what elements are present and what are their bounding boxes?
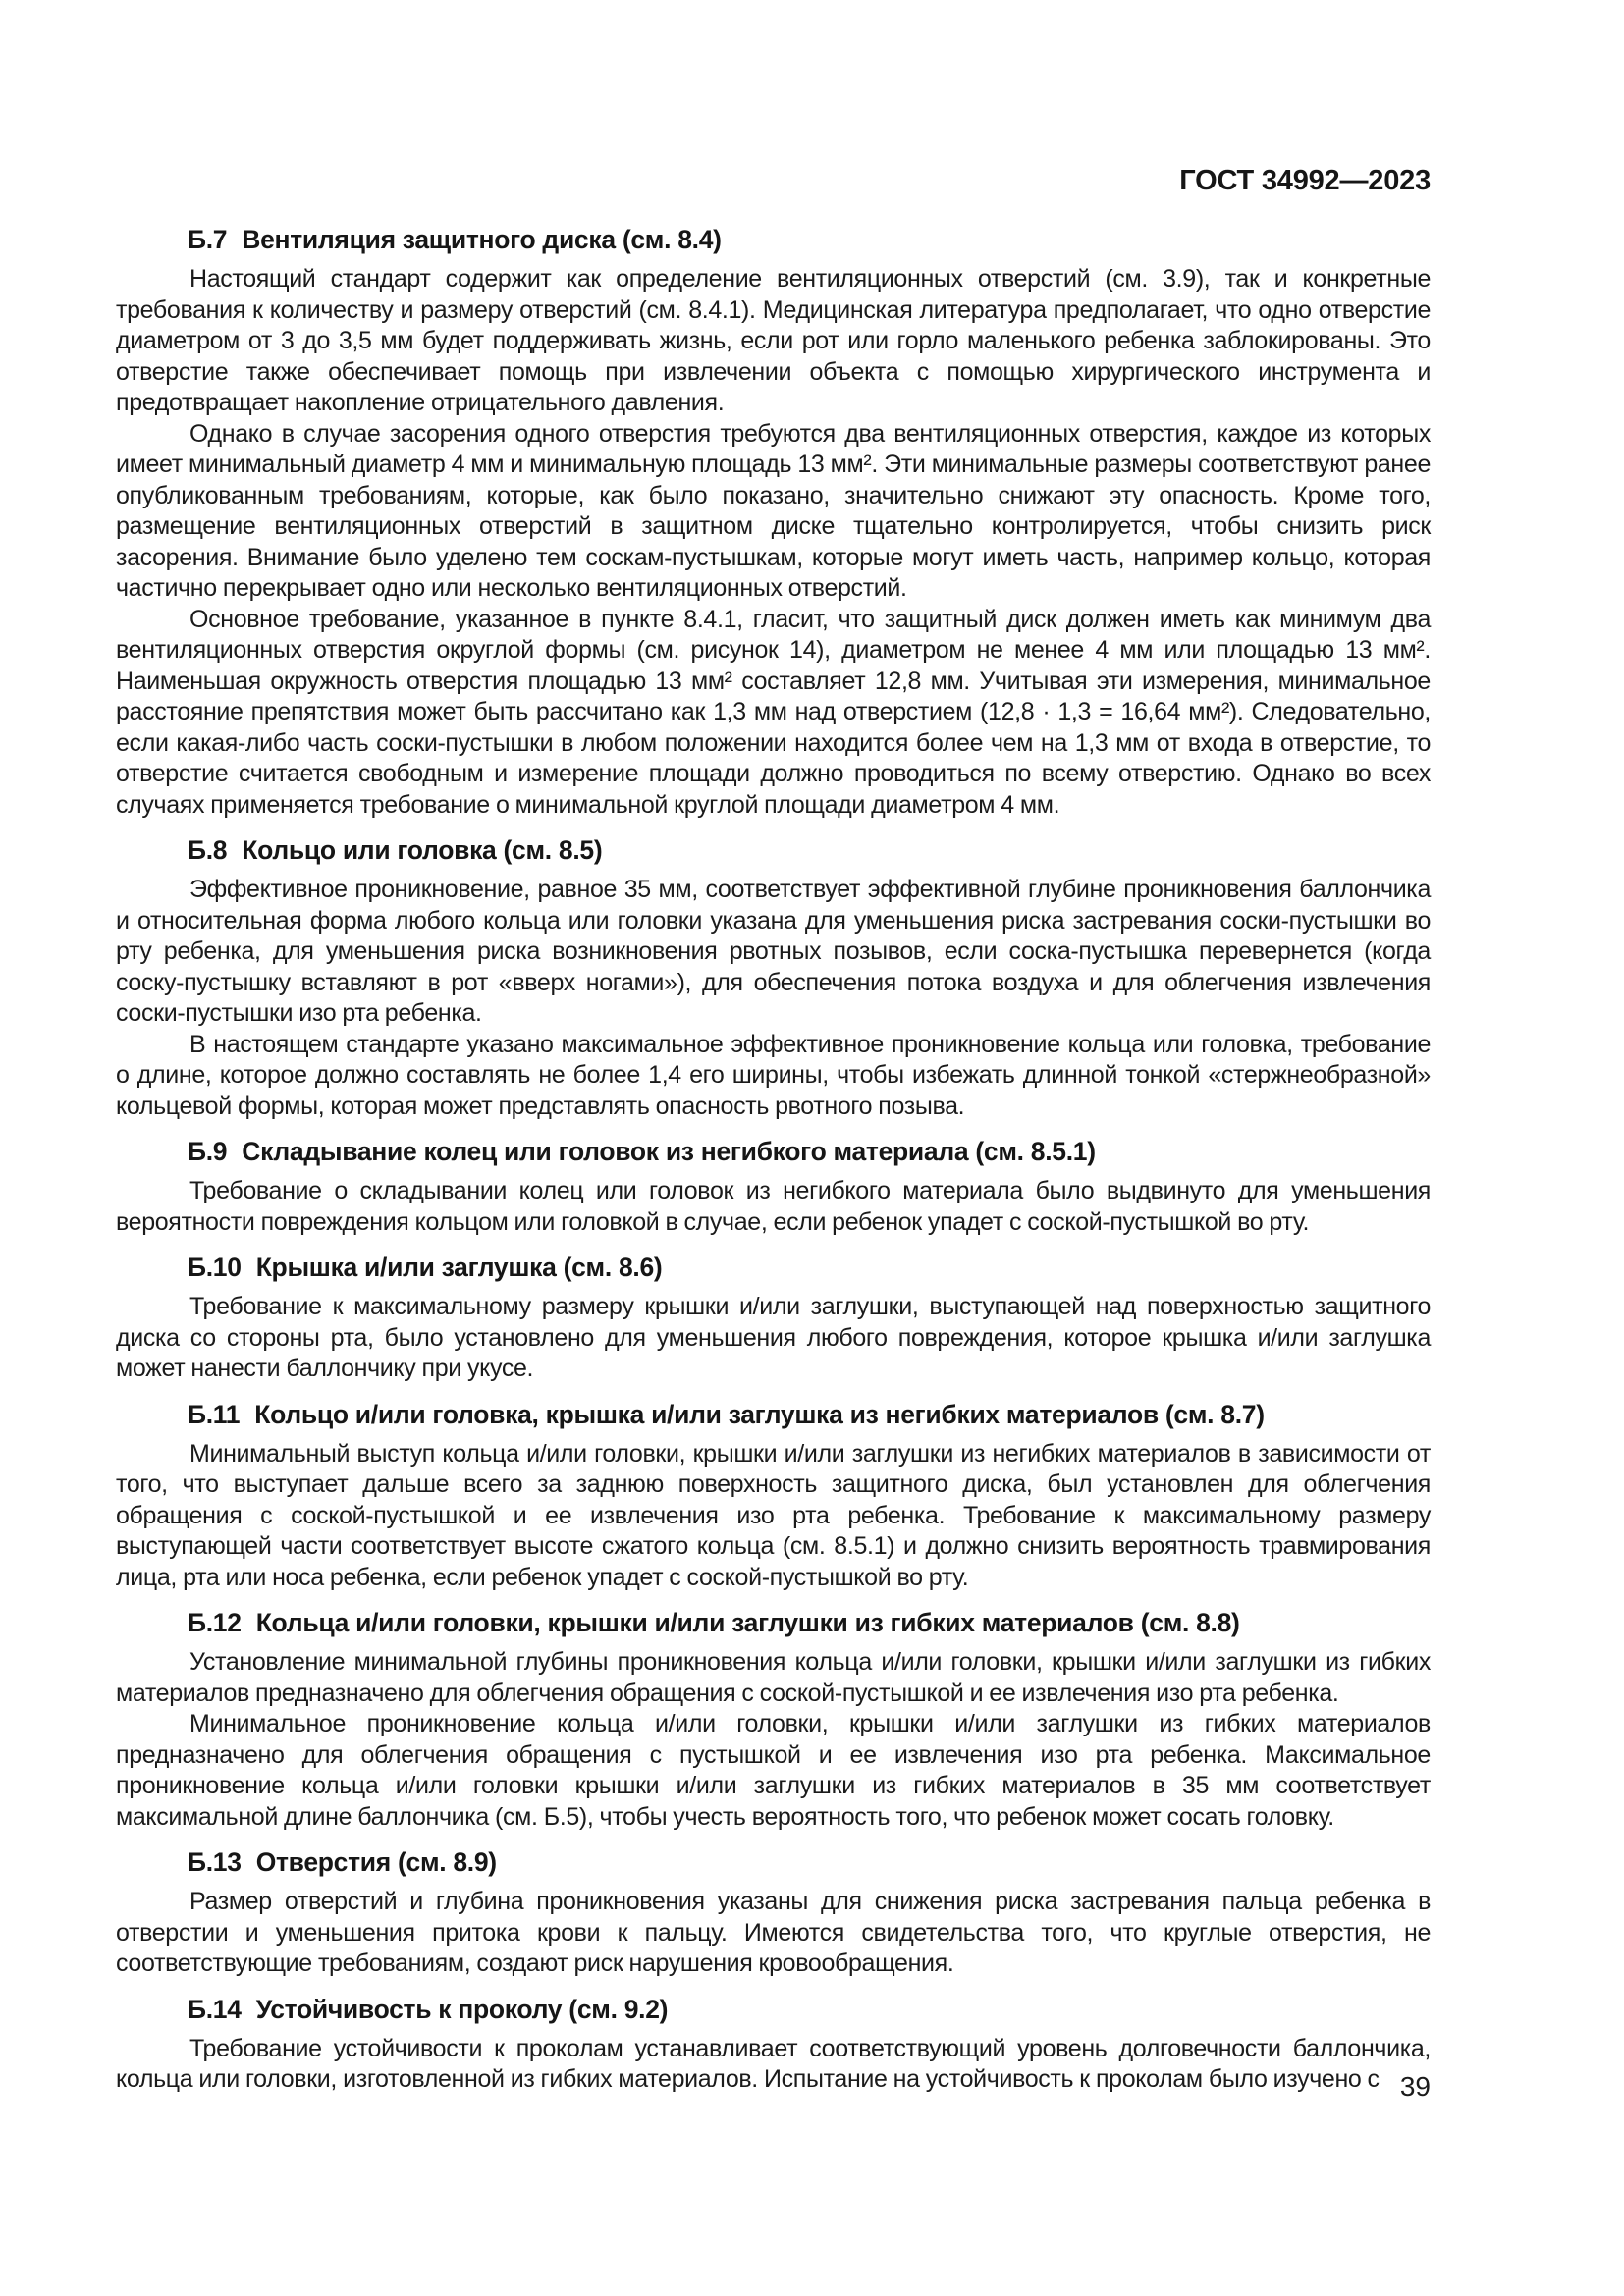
- paragraph: Требование к максимальному размеру крышки и/или заглушки, выступающей над поверхностью защитного диска со стороны рта, было установлено для уменьшения любого повреждения, которое крышка и/или заглушка может нанести баллончику при укусе.: [116, 1293, 1431, 1382]
- section-heading: [116, 1399, 1431, 1430]
- section-heading: [116, 1607, 1431, 1638]
- doc-number: ГОСТ 34992—2023: [1179, 165, 1431, 196]
- section-title: Устойчивость к проколу (см. 9.2): [255, 1994, 669, 2024]
- section-title: Кольца и/или головки, крышки и/или заглушки из гибких материалов (см. 8.8): [255, 1608, 1240, 1637]
- section: [116, 224, 1431, 821]
- section-title: Отверстия (см. 8.9): [255, 1847, 497, 1877]
- section-number: Б.8: [188, 835, 228, 865]
- section-heading: [116, 1252, 1431, 1283]
- section: [116, 1399, 1431, 1594]
- paragraph: Требование устойчивости к проколам устанавливает соответствующий уровень долговечности баллончика, кольца или головки, изготовленной из гибких материалов. Испытание на устойчивость к проколам было изучено с: [116, 2034, 1431, 2093]
- paragraph: Эффективное проникновение, равное 35 мм, соответствует эффективной глубине проникновения баллончика и относительная форма любого кольца или головки указана для уменьшения риска застревания соски-пустышки во рту ребенка, для уменьшения риска возникновения рвотных позывов, если соска-пустышка перевернется (когда соску-пустышку вставляют в рот «вверх ногами»), для обеспечения потока воздуха и для облегчения извлечения соски-пустышки изо рта ребенка.: [116, 876, 1431, 1027]
- section-paragraphs: [116, 1887, 1431, 1980]
- paragraph: Минимальное проникновение кольца и/или головки, крышки и/или заглушки из гибких материалов предназначено для облегчения обращения с пустышкой и ее извлечения изо рта ребенка. Максимальное проникновение кольца и/или головки крышки и/или заглушки из гибких материалов в 35 мм соответствует максимальной длине баллончика (см. Б.5), чтобы учесть вероятность того, что ребенок может сосать головку.: [116, 1710, 1431, 1831]
- paragraph: Требование о складывании колец или головок из негибкого материала было выдвинуто для уменьшения вероятности повреждения кольцом или головкой в случае, если ребенок упадет с соской-пустышкой во рту.: [116, 1177, 1431, 1236]
- section: [116, 1136, 1431, 1238]
- paragraph: В настоящем стандарте указано максимальное эффективное проникновение кольца или головка, требование о длине, которое должно составлять не более 1,4 его ширины, чтобы избежать длинной тонкой «стержнеобразной» кольцевой формы, которая может представлять опасность рвотного позыва.: [116, 1030, 1431, 1120]
- paragraph: Основное требование, указанное в пункте 8.4.1, гласит, что защитный диск должен иметь как минимум два вентиляционных отверстия округлой формы (см. рисунок 14), диаметром не менее 4 мм или площадью 13 мм². Наименьшая окружность отверстия площадью 13 мм² составляет 12,8 мм. Учитывая эти измерения, минимальное расстояние препятствия может быть рассчитано как 1,3 мм над отверстием (12,8 · 1,3 = 16,64 мм²). Следовательно, если какая-либо часть соски-пустышки в любом положении находится более чем на 1,3 мм от входа в отверстие, то отверстие считается свободным и измерение площади должно проводиться по всему отверстию. Однако во всех случаях применяется требование о минимальной круглой площади диаметром 4 мм.: [116, 605, 1431, 819]
- section-title: Вентиляция защитного диска (см. 8.4): [242, 225, 722, 254]
- section-number: Б.11: [188, 1399, 241, 1429]
- section-title: Крышка и/или заглушка (см. 8.6): [255, 1253, 663, 1282]
- section-heading: [116, 1994, 1431, 2025]
- section-number: Б.10: [188, 1253, 242, 1282]
- paragraph: Размер отверстий и глубина проникновения указаны для снижения риска застревания пальца ребенка в отверстии и уменьшения притока крови к пальцу. Имеются свидетельства того, что круглые отверстия, не соответствующие требованиям, создают риск нарушения кровообращения.: [116, 1888, 1431, 1977]
- paragraph: Однако в случае засорения одного отверстия требуются два вентиляционных отверстия, каждое из которых имеет минимальный диаметр 4 мм и минимальную площадь 13 мм². Эти минимальные размеры соответствуют ранее опубликованным требованиям, которые, как было показано, значительно снижают эту опасность. Кроме того, размещение вентиляционных отверстий в защитном диске тщательно контролируется, чтобы снизить риск засорения. Внимание было уделено тем соскам-пустышкам, которые могут иметь часть, например кольцо, которая частично перекрывает одно или несколько вентиляционных отверстий.: [116, 419, 1431, 602]
- section-heading: [116, 224, 1431, 255]
- paragraph: Минимальный выступ кольца и/или головки, крышки и/или заглушки из негибких материалов в зависимости от того, что выступает дальше всего за заднюю поверхность защитного диска, был установлен для облегчения обращения с соской-пустышкой и ее извлечения изо рта ребенка. Требование к максимальному размеру выступающей части соответствует высоте сжатого кольца (см. 8.5.1) и должно снизить вероятность травмирования лица, рта или носа ребенка, если ребенок упадет с соской-пустышкой во рту.: [116, 1439, 1431, 1591]
- section: [116, 1607, 1431, 1833]
- section-number: Б.14: [188, 1994, 242, 2024]
- paragraph: Установление минимальной глубины проникновения кольца и/или головки, крышки и/или заглушки из гибких материалов предназначено для облегчения обращения с соской-пустышкой и ее извлечения изо рта ребенка.: [116, 1648, 1431, 1707]
- section-paragraphs: [116, 1176, 1431, 1238]
- section-heading: [116, 1846, 1431, 1878]
- section-number: Б.13: [188, 1847, 242, 1877]
- page-number: 39: [1399, 2071, 1431, 2102]
- section-paragraphs: [116, 2034, 1431, 2096]
- section-heading: [116, 1136, 1431, 1167]
- section-paragraphs: [116, 1647, 1431, 1833]
- section-paragraphs: [116, 875, 1431, 1122]
- section: [116, 1252, 1431, 1385]
- paragraph: Настоящий стандарт содержит как определение вентиляционных отверстий (см. 3.9), так и конкретные требования к количеству и размеру отверстий (см. 8.4.1). Медицинская литература предполагает, что одно отверстие диаметром от 3 до 3,5 мм будет поддерживать жизнь, если рот или горло маленького ребенка заблокированы. Это отверстие также обеспечивает помощь при извлечении объекта с помощью хирургического инструмента и предотвращает накопление отрицательного давления.: [116, 265, 1431, 416]
- section-number: Б.12: [188, 1608, 242, 1637]
- section: [116, 1846, 1431, 1980]
- section-paragraphs: [116, 1292, 1431, 1385]
- section-title: Кольцо или головка (см. 8.5): [242, 835, 603, 865]
- section: [116, 834, 1431, 1122]
- section-paragraphs: [116, 264, 1431, 821]
- section-heading: [116, 834, 1431, 866]
- content-area: [116, 0, 1431, 2096]
- section-number: Б.9: [188, 1137, 228, 1166]
- document-body: [116, 224, 1431, 2096]
- section: [116, 1994, 1431, 2096]
- section-paragraphs: [116, 1439, 1431, 1594]
- section-title: Кольцо и/или головка, крышка и/или заглушка из негибких материалов (см. 8.7): [254, 1399, 1265, 1429]
- section-title: Складывание колец или головок из негибкого материала (см. 8.5.1): [242, 1137, 1096, 1166]
- section-number: Б.7: [188, 225, 228, 254]
